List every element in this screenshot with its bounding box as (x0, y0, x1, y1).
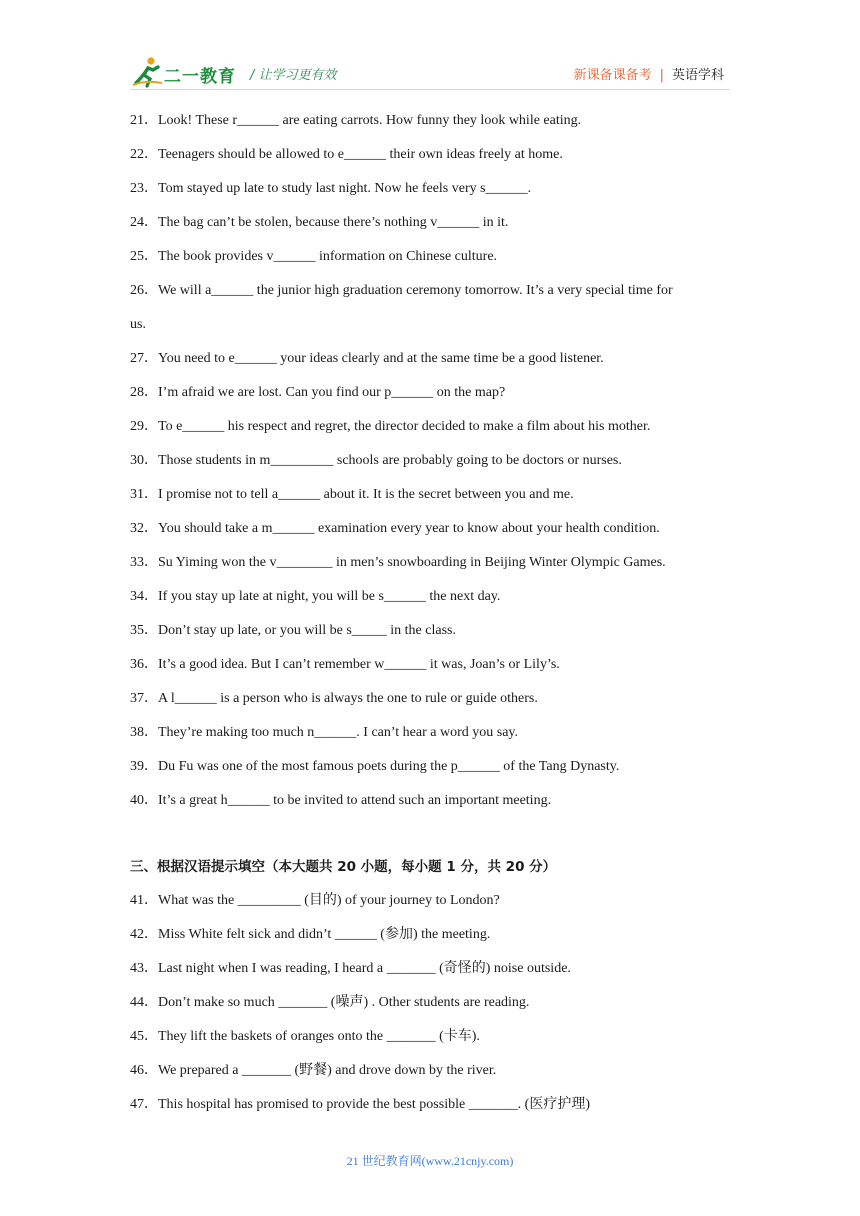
question-number: 24． (130, 215, 158, 230)
question-text: Don’t stay up late, or you will be s_____ in the class. (158, 623, 456, 638)
question-text: You should take a m______ examination every year to know about your health condition. (158, 521, 660, 536)
question-text: What was the _________ (目的) of your journey to London? (158, 893, 500, 908)
question-line (130, 308, 730, 342)
page-footer: 21 世纪教育网(www.21cnjy.com) (346, 1154, 514, 1168)
question-number: 37． (130, 691, 158, 706)
header-separator: | (659, 68, 664, 83)
page-header (130, 56, 730, 90)
question-text: Tom stayed up late to study last night. Now he feels very s______. (158, 181, 532, 196)
header-divider (130, 89, 730, 90)
question-line (130, 206, 730, 240)
question-text: They’re making too much n______. I can’t hear a word you say. (158, 725, 519, 740)
question-text: It’s a great h______ to be invited to attend such an important meeting. (158, 793, 552, 808)
question-line (130, 376, 730, 410)
question-number: 45． (130, 1029, 158, 1044)
question-line (130, 104, 730, 138)
question-line (130, 1088, 730, 1122)
question-text: You need to e______ your ideas clearly and at the same time be a good listener. (158, 351, 604, 366)
question-line (130, 138, 730, 172)
question-text: The book provides v______ information on Chinese culture. (158, 249, 498, 264)
question-line (130, 274, 730, 308)
question-text: Du Fu was one of the most famous poets during the p______ of the Tang Dynasty. (158, 759, 620, 774)
question-number: 34． (130, 589, 158, 604)
question-number: 39． (130, 759, 158, 774)
question-text: I’m afraid we are lost. Can you find our p______ on the map? (158, 385, 506, 400)
question-line (130, 716, 730, 750)
question-number: 47． (130, 1097, 158, 1112)
question-line (130, 986, 730, 1020)
question-number: 44． (130, 995, 158, 1010)
question-number: 22． (130, 147, 158, 162)
question-line (130, 342, 730, 376)
question-line (130, 750, 730, 784)
header-tag: 新课备课备考 (573, 68, 652, 83)
question-number: 36． (130, 657, 158, 672)
question-line (130, 580, 730, 614)
question-line (130, 1020, 730, 1054)
question-text: A l______ is a person who is always the one to rule or guide others. (158, 691, 538, 706)
question-line (130, 240, 730, 274)
runner-logo-icon (130, 56, 164, 88)
question-text: Don’t make so much _______ (噪声) . Other students are reading. (158, 995, 530, 1010)
question-number: 31． (130, 487, 158, 502)
question-text: us. (130, 317, 146, 332)
question-number: 41． (130, 893, 158, 908)
question-number: 27． (130, 351, 158, 366)
question-line (130, 1054, 730, 1088)
question-line (130, 546, 730, 580)
question-text: We prepared a _______ (野餐) and drove down by the river. (158, 1063, 497, 1078)
header-subject: 英语学科 (671, 68, 724, 83)
logo (130, 56, 248, 88)
question-list-a (130, 104, 730, 818)
question-number: 29． (130, 419, 158, 434)
question-number: 26． (130, 283, 158, 298)
question-line (130, 172, 730, 206)
question-text: This hospital has promised to provide the best possible _______. (医疗护理) (158, 1097, 591, 1112)
question-line (130, 918, 730, 952)
question-line (130, 410, 730, 444)
question-number: 46． (130, 1063, 158, 1078)
question-line (130, 784, 730, 818)
question-text: Su Yiming won the v________ in men’s snowboarding in Beijing Winter Olympic Games. (158, 555, 666, 570)
question-text: To e______ his respect and regret, the director decided to make a film about his mother. (158, 419, 651, 434)
question-number: 35． (130, 623, 158, 638)
question-number: 38． (130, 725, 158, 740)
question-text: I promise not to tell a______ about it. It is the secret between you and me. (158, 487, 574, 502)
question-line (130, 682, 730, 716)
question-line (130, 444, 730, 478)
question-text: If you stay up late at night, you will be s______ the next day. (158, 589, 501, 604)
question-text: Last night when I was reading, I heard a _______ (奇怪的) noise outside. (158, 961, 571, 976)
logo-text: 二一教育 (164, 67, 236, 87)
question-number: 21． (130, 113, 158, 128)
question-line (130, 478, 730, 512)
question-number: 40． (130, 793, 158, 808)
section-title: 三、根据汉语提示填空（本大题共 20 小题，每小题 1 分，共 20 分） (130, 859, 557, 875)
question-number: 33． (130, 555, 158, 570)
question-line (130, 884, 730, 918)
question-text: Those students in m_________ schools are probably going to be doctors or nurses. (158, 453, 622, 468)
question-number: 23． (130, 181, 158, 196)
question-number: 32． (130, 521, 158, 536)
slogan: / 让学习更有效 (250, 68, 337, 83)
question-number: 30． (130, 453, 158, 468)
question-text: Teenagers should be allowed to e______ their own ideas freely at home. (158, 147, 563, 162)
question-text: Look! These r______ are eating carrots. How funny they look while eating. (158, 113, 582, 128)
question-text: It’s a good idea. But I can’t remember w______ it was, Joan’s or Lily’s. (158, 657, 560, 672)
question-line (130, 614, 730, 648)
question-text: We will a______ the junior high graduation ceremony tomorrow. It’s a very special time for (158, 283, 673, 298)
question-text: They lift the baskets of oranges onto the _______ (卡车). (158, 1029, 480, 1044)
question-number: 28． (130, 385, 158, 400)
question-number: 42． (130, 927, 158, 942)
question-number: 43． (130, 961, 158, 976)
question-line (130, 512, 730, 546)
question-number: 25． (130, 249, 158, 264)
question-content (130, 104, 730, 1122)
question-line (130, 952, 730, 986)
question-text: The bag can’t be stolen, because there’s nothing v______ in it. (158, 215, 509, 230)
question-text: Miss White felt sick and didn’t ______ (参加) the meeting. (158, 927, 491, 942)
question-list-b (130, 884, 730, 1122)
header-right (574, 64, 724, 83)
question-line (130, 648, 730, 682)
